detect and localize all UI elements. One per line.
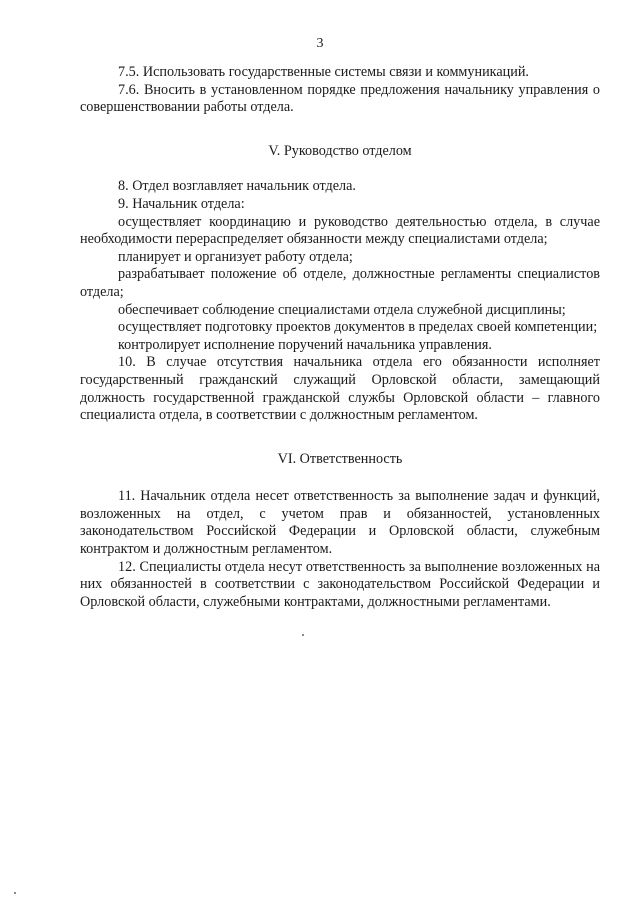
scan-speck [302, 634, 304, 636]
duty-planning: планирует и организует работу отдела; [118, 248, 353, 265]
section-heading-vi: VI. Ответственность [277, 450, 403, 467]
scan-speck [14, 892, 16, 894]
document-body [80, 64, 600, 611]
spacer [80, 425, 600, 451]
duty-drafting: осуществляет подготовку проектов документов в пределах своей компетенции; [118, 319, 598, 336]
paragraph-10: 10. В случае отсутствия начальника отдела его обязанности исполняет государственный гражданский служащий Орловской области, замещающий должность государственной гражданской службы Орловской области – главного специалиста отдела, в соответствии с должностным регламентом. [80, 354, 600, 424]
duty-coordination: осуществляет координацию и руководство деятельностью отдела, в случае необходимости перераспределяет обязанности между специалистами отдела; [80, 213, 600, 248]
spacer [80, 468, 600, 488]
duty-discipline: обеспечивает соблюдение специалистами отдела служебной дисциплины; [118, 301, 566, 318]
duty-regulations: разрабатывает положение об отделе, должностные регламенты специалистов отдела; [80, 266, 600, 300]
paragraph-8: 8. Отдел возглавляет начальник отдела. [118, 178, 356, 195]
duty-control: контролирует исполнение поручений начальника управления. [118, 336, 492, 353]
section-heading-v: V. Руководство отделом [268, 142, 412, 159]
spacer [80, 117, 600, 143]
paragraph-9: 9. Начальник отдела: [118, 195, 245, 212]
page-number: 3 [316, 36, 324, 51]
spacer [80, 160, 600, 178]
paragraph-12: 12. Специалисты отдела несут ответственность за выполнение возложенных на них обязанностей в соответствии с законодательством Российской Федерации и Орловской области, служебными контрактами, должностными регламентами. [80, 558, 600, 610]
paragraph-7-5: 7.5. Использовать государственные системы связи и коммуникаций. [118, 64, 529, 80]
paragraph-11: 11. Начальник отдела несет ответственность за выполнение задач и функций, возложенных на отдел, с учетом прав и обязанностей, установленных законодательством Российской Федерации и Орловской области, служебным контрактом и должностным регламентом. [80, 488, 600, 558]
paragraph-7-6: 7.6. Вносить в установленном порядке предложения начальнику управления о совершенствовании работы отдела. [80, 81, 600, 116]
